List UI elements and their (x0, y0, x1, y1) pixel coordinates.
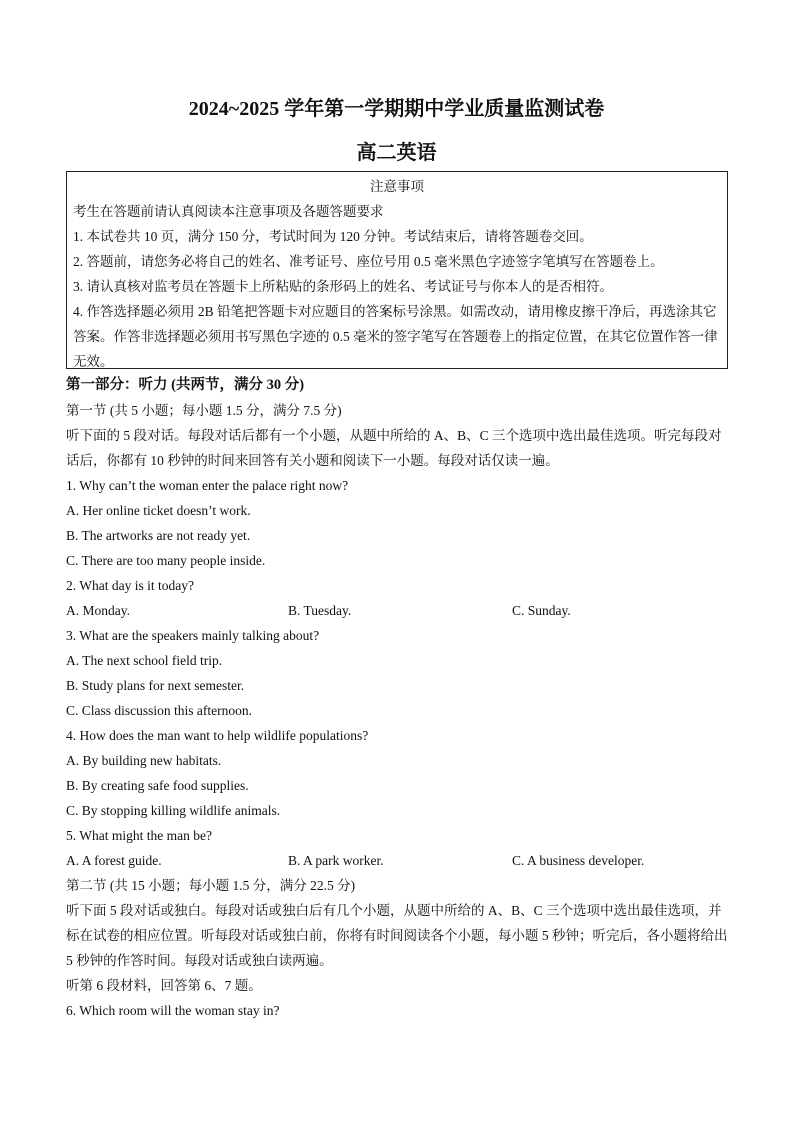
question-3-option-c: C. Class discussion this afternoon. (66, 703, 252, 718)
question-4-option-c: C. By stopping killing wildlife animals. (66, 803, 281, 818)
question-2-option-c: C. Sunday. (512, 603, 571, 618)
question-4-option-b: B. By creating safe food supplies. (66, 778, 249, 793)
question-1-option-c: C. There are too many people inside. (66, 553, 266, 568)
notice-item-1: 1. 本试卷共 10 页，满分 150 分，考试时间为 120 分钟。考试结束后，请将答题卷交回。 (73, 229, 593, 244)
question-4: 4. How does the man want to help wildlife populations? (66, 728, 369, 743)
section2-heading: 第二节 (共 15 小题；每小题 1.5 分，满分 22.5 分) (66, 878, 356, 893)
notice-intro: 考生在答题前请认真阅读本注意事项及各题答题要求 (73, 204, 384, 219)
notice-item-2: 2. 答题前，请您务必将自己的姓名、准考证号、座位号用 0.5 毫米黑色字迹签字笔填写在答题卷上。 (73, 254, 664, 269)
section1-instructions: 听下面的 5 段对话。每段对话后都有一个小题，从题中所给的 A、B、C 三个选项中选出最佳选项。听完每段对话后，你都有 10 秒钟的时间来回答有关小题和阅读下一小题。每段对话仅读一遍。 (66, 428, 722, 468)
question-2-option-b: B. Tuesday. (288, 603, 352, 618)
question-5-options (66, 848, 730, 873)
question-6: 6. Which room will the woman stay in? (66, 1003, 280, 1018)
question-5-option-c: C. A business developer. (512, 853, 645, 868)
question-1: 1. Why can’t the woman enter the palace right now? (66, 478, 349, 493)
exam-title: 2024~2025 学年第一学期期中学业质量监测试卷 (188, 98, 605, 120)
notice-box (66, 171, 728, 369)
notice-item-3: 3. 请认真核对监考员在答题卡上所粘贴的条形码上的姓名、考试证号与你本人的是否相符。 (73, 279, 613, 294)
listening-section (66, 373, 730, 1023)
question-3-option-a: A. The next school field trip. (66, 653, 223, 668)
question-3-option-b: B. Study plans for next semester. (66, 678, 245, 693)
question-5-option-a: A. A forest guide. (66, 853, 162, 868)
section1-heading: 第一节 (共 5 小题；每小题 1.5 分，满分 7.5 分) (66, 403, 342, 418)
question-5-option-b: B. A park worker. (288, 853, 384, 868)
exam-subject: 高二英语 (356, 142, 437, 164)
part-heading: 第一部分：听力 (共两节，满分 30 分) (66, 377, 305, 393)
section2-instructions: 听下面 5 段对话或独白。每段对话或独白后有几个小题，从题中所给的 A、B、C 三个选项中选出最佳选项，并标在试卷的相应位置。听每段对话或独白前，你将有时间阅读各个小题，每小题 5 秒钟；听完后，各小题将给出 5 秒钟的作答时间。每段对话或独白读两遍。 (66, 903, 728, 968)
question-1-option-b: B. The artworks are not ready yet. (66, 528, 251, 543)
question-1-option-a: A. Her online ticket doesn’t work. (66, 503, 251, 518)
question-4-option-a: A. By building new habitats. (66, 753, 222, 768)
question-2-options (66, 598, 730, 623)
notice-item-4: 4. 作答选择题必须用 2B 铅笔把答题卡对应题目的答案标号涂黑。如需改动，请用橡皮擦干净后，再选涂其它答案。作答非选择题必须用书写黑色字迹的 0.5 毫米的签字笔写在答题卷上的指定位置，在其它位置作答一律无效。 (73, 304, 718, 369)
notice-title: 注意事项 (370, 179, 424, 194)
question-2-option-a: A. Monday. (66, 603, 130, 618)
question-2: 2. What day is it today? (66, 578, 194, 593)
question-5: 5. What might the man be? (66, 828, 212, 843)
material-6-note: 听第 6 段材料，回答第 6、7 题。 (66, 978, 262, 993)
question-3: 3. What are the speakers mainly talking about? (66, 628, 320, 643)
